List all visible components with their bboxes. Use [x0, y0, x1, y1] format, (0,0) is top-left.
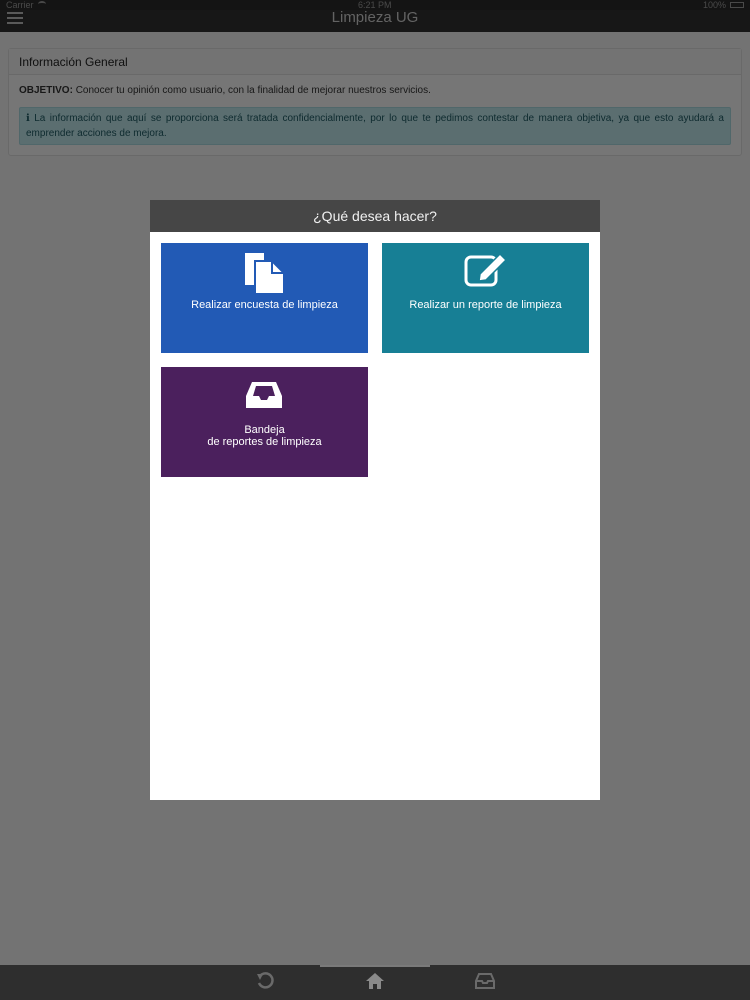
report-button-label: Realizar un reporte de limpieza [409, 299, 562, 311]
survey-button-label: Realizar encuesta de limpieza [191, 299, 338, 311]
report-button[interactable] [382, 243, 589, 353]
reports-inbox-button[interactable] [161, 367, 368, 477]
reports-inbox-label-line1: Bandeja [244, 424, 285, 436]
home-icon[interactable] [365, 972, 385, 990]
modal-title: ¿Qué desea hacer? [150, 200, 600, 232]
reports-inbox-label [161, 424, 368, 448]
action-modal [150, 200, 600, 800]
document-copy-icon [242, 251, 286, 295]
inbox-icon [245, 380, 283, 410]
inbox-icon[interactable] [475, 973, 495, 989]
edit-icon [464, 252, 508, 288]
reports-inbox-label-line2: de reportes de limpieza [207, 436, 322, 448]
home-indicator [320, 965, 430, 967]
survey-button[interactable] [161, 243, 368, 353]
refresh-icon[interactable] [256, 972, 274, 990]
